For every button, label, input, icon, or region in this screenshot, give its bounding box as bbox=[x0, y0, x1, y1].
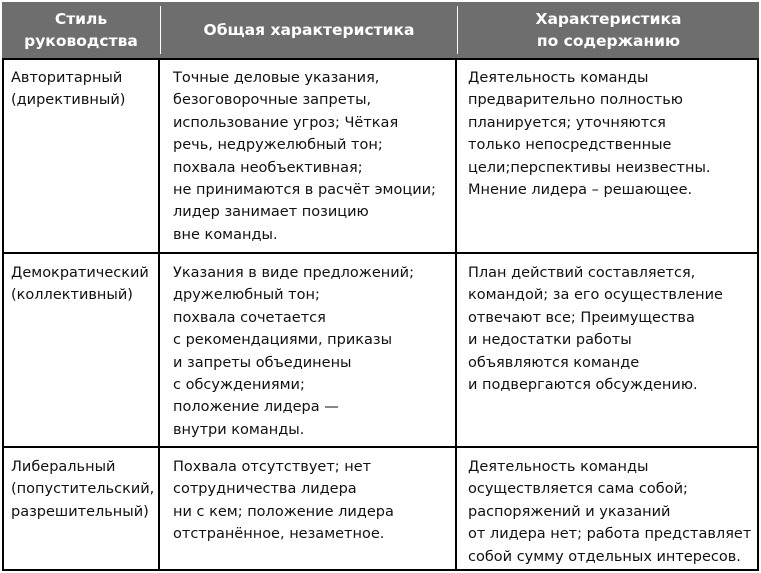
header-content-column bbox=[458, 2, 759, 58]
cell-line: использование угроз; Чёткая bbox=[173, 114, 399, 131]
header-general-column bbox=[161, 2, 457, 58]
table-row-authoritarian bbox=[4, 60, 757, 252]
cell-line: похвала необъективная; bbox=[173, 159, 363, 176]
cell-general bbox=[160, 254, 455, 446]
cell-line: объявляются команде bbox=[468, 354, 640, 371]
cell-line: только непосредственные bbox=[468, 137, 672, 154]
cell-line: распоряжений и указаний bbox=[468, 503, 671, 520]
cell-content bbox=[457, 254, 757, 446]
cell-line: планируется; уточняются bbox=[468, 114, 666, 131]
cell-style bbox=[4, 448, 158, 569]
cell-line: цели;перспективы неизвестны. bbox=[468, 159, 711, 176]
leadership-styles-table bbox=[2, 2, 759, 571]
cell-line: Точные деловые указания, bbox=[173, 70, 380, 86]
cell-line: похвала сочетается bbox=[173, 309, 326, 326]
cell-line: осуществляется сама собой; bbox=[468, 481, 688, 498]
cell-line: отстранённое, незаметное. bbox=[173, 526, 385, 543]
cell-content bbox=[457, 448, 757, 569]
cell-line: и подвергаются обсуждению. bbox=[468, 377, 698, 394]
header-content-line: по содержанию bbox=[536, 32, 681, 50]
cell-line: собой сумму отдельных интересов. bbox=[468, 548, 741, 565]
cell-style bbox=[4, 60, 158, 252]
cell-line: Указания в виде предложений; bbox=[173, 265, 414, 281]
cell-line: предварительно полностью bbox=[468, 92, 683, 109]
cell-line: отвечают все; Преимущества bbox=[468, 309, 695, 326]
cell-line: Деятельность команды bbox=[468, 70, 649, 86]
header-content-line: Характеристика bbox=[535, 10, 682, 28]
cell-line: Деятельность команды bbox=[468, 459, 649, 475]
cell-line: (попустительский, bbox=[11, 481, 155, 498]
table-header bbox=[2, 2, 759, 58]
cell-line: от лидера нет; работа представляет bbox=[468, 526, 752, 543]
cell-line: Демократический bbox=[11, 265, 149, 281]
cell-line: командой; за его осуществление bbox=[468, 287, 723, 304]
cell-line: ни с кем; положение лидера bbox=[173, 503, 394, 520]
cell-style bbox=[4, 254, 158, 446]
cell-line: с рекомендациями, приказы bbox=[173, 332, 393, 349]
cell-content bbox=[457, 60, 757, 252]
cell-line: лидер занимает позицию bbox=[173, 204, 369, 221]
cell-line: и запреты объединены bbox=[173, 354, 352, 371]
cell-general bbox=[160, 448, 455, 569]
cell-general bbox=[160, 60, 455, 252]
cell-line: внутри команды. bbox=[173, 421, 305, 438]
header-style-column bbox=[2, 2, 160, 58]
cell-line: дружелюбный тон; bbox=[173, 287, 320, 304]
cell-line: не принимаются в расчёт эмоции; bbox=[173, 182, 436, 199]
cell-line: План действий составляется, bbox=[468, 265, 696, 281]
cell-line: Мнение лидера – решающее. bbox=[468, 182, 693, 199]
header-style-line: руководства bbox=[24, 32, 138, 50]
cell-line: положение лидера — bbox=[173, 399, 339, 416]
cell-line: безоговорочные запреты, bbox=[173, 92, 372, 109]
table-row-democratic bbox=[4, 254, 757, 446]
cell-line: сотрудничества лидера bbox=[173, 481, 357, 498]
cell-line: разрешительный) bbox=[11, 503, 149, 520]
cell-line: (директивный) bbox=[11, 92, 126, 109]
cell-line: и недостатки работы bbox=[468, 332, 632, 349]
cell-line: вне команды. bbox=[173, 226, 278, 243]
cell-line: Авторитарный bbox=[11, 70, 123, 86]
cell-line: Похвала отсутствует; нет bbox=[173, 459, 372, 475]
cell-line: речь, недружелюбный тон; bbox=[173, 137, 383, 154]
cell-line: (коллективный) bbox=[11, 287, 133, 304]
header-general-line: Общая характеристика bbox=[203, 21, 415, 39]
header-style-line: Стиль bbox=[54, 10, 108, 28]
table-row-liberal bbox=[4, 448, 757, 569]
cell-line: с обсуждениями; bbox=[173, 377, 305, 394]
cell-line: Либеральный bbox=[11, 459, 116, 475]
